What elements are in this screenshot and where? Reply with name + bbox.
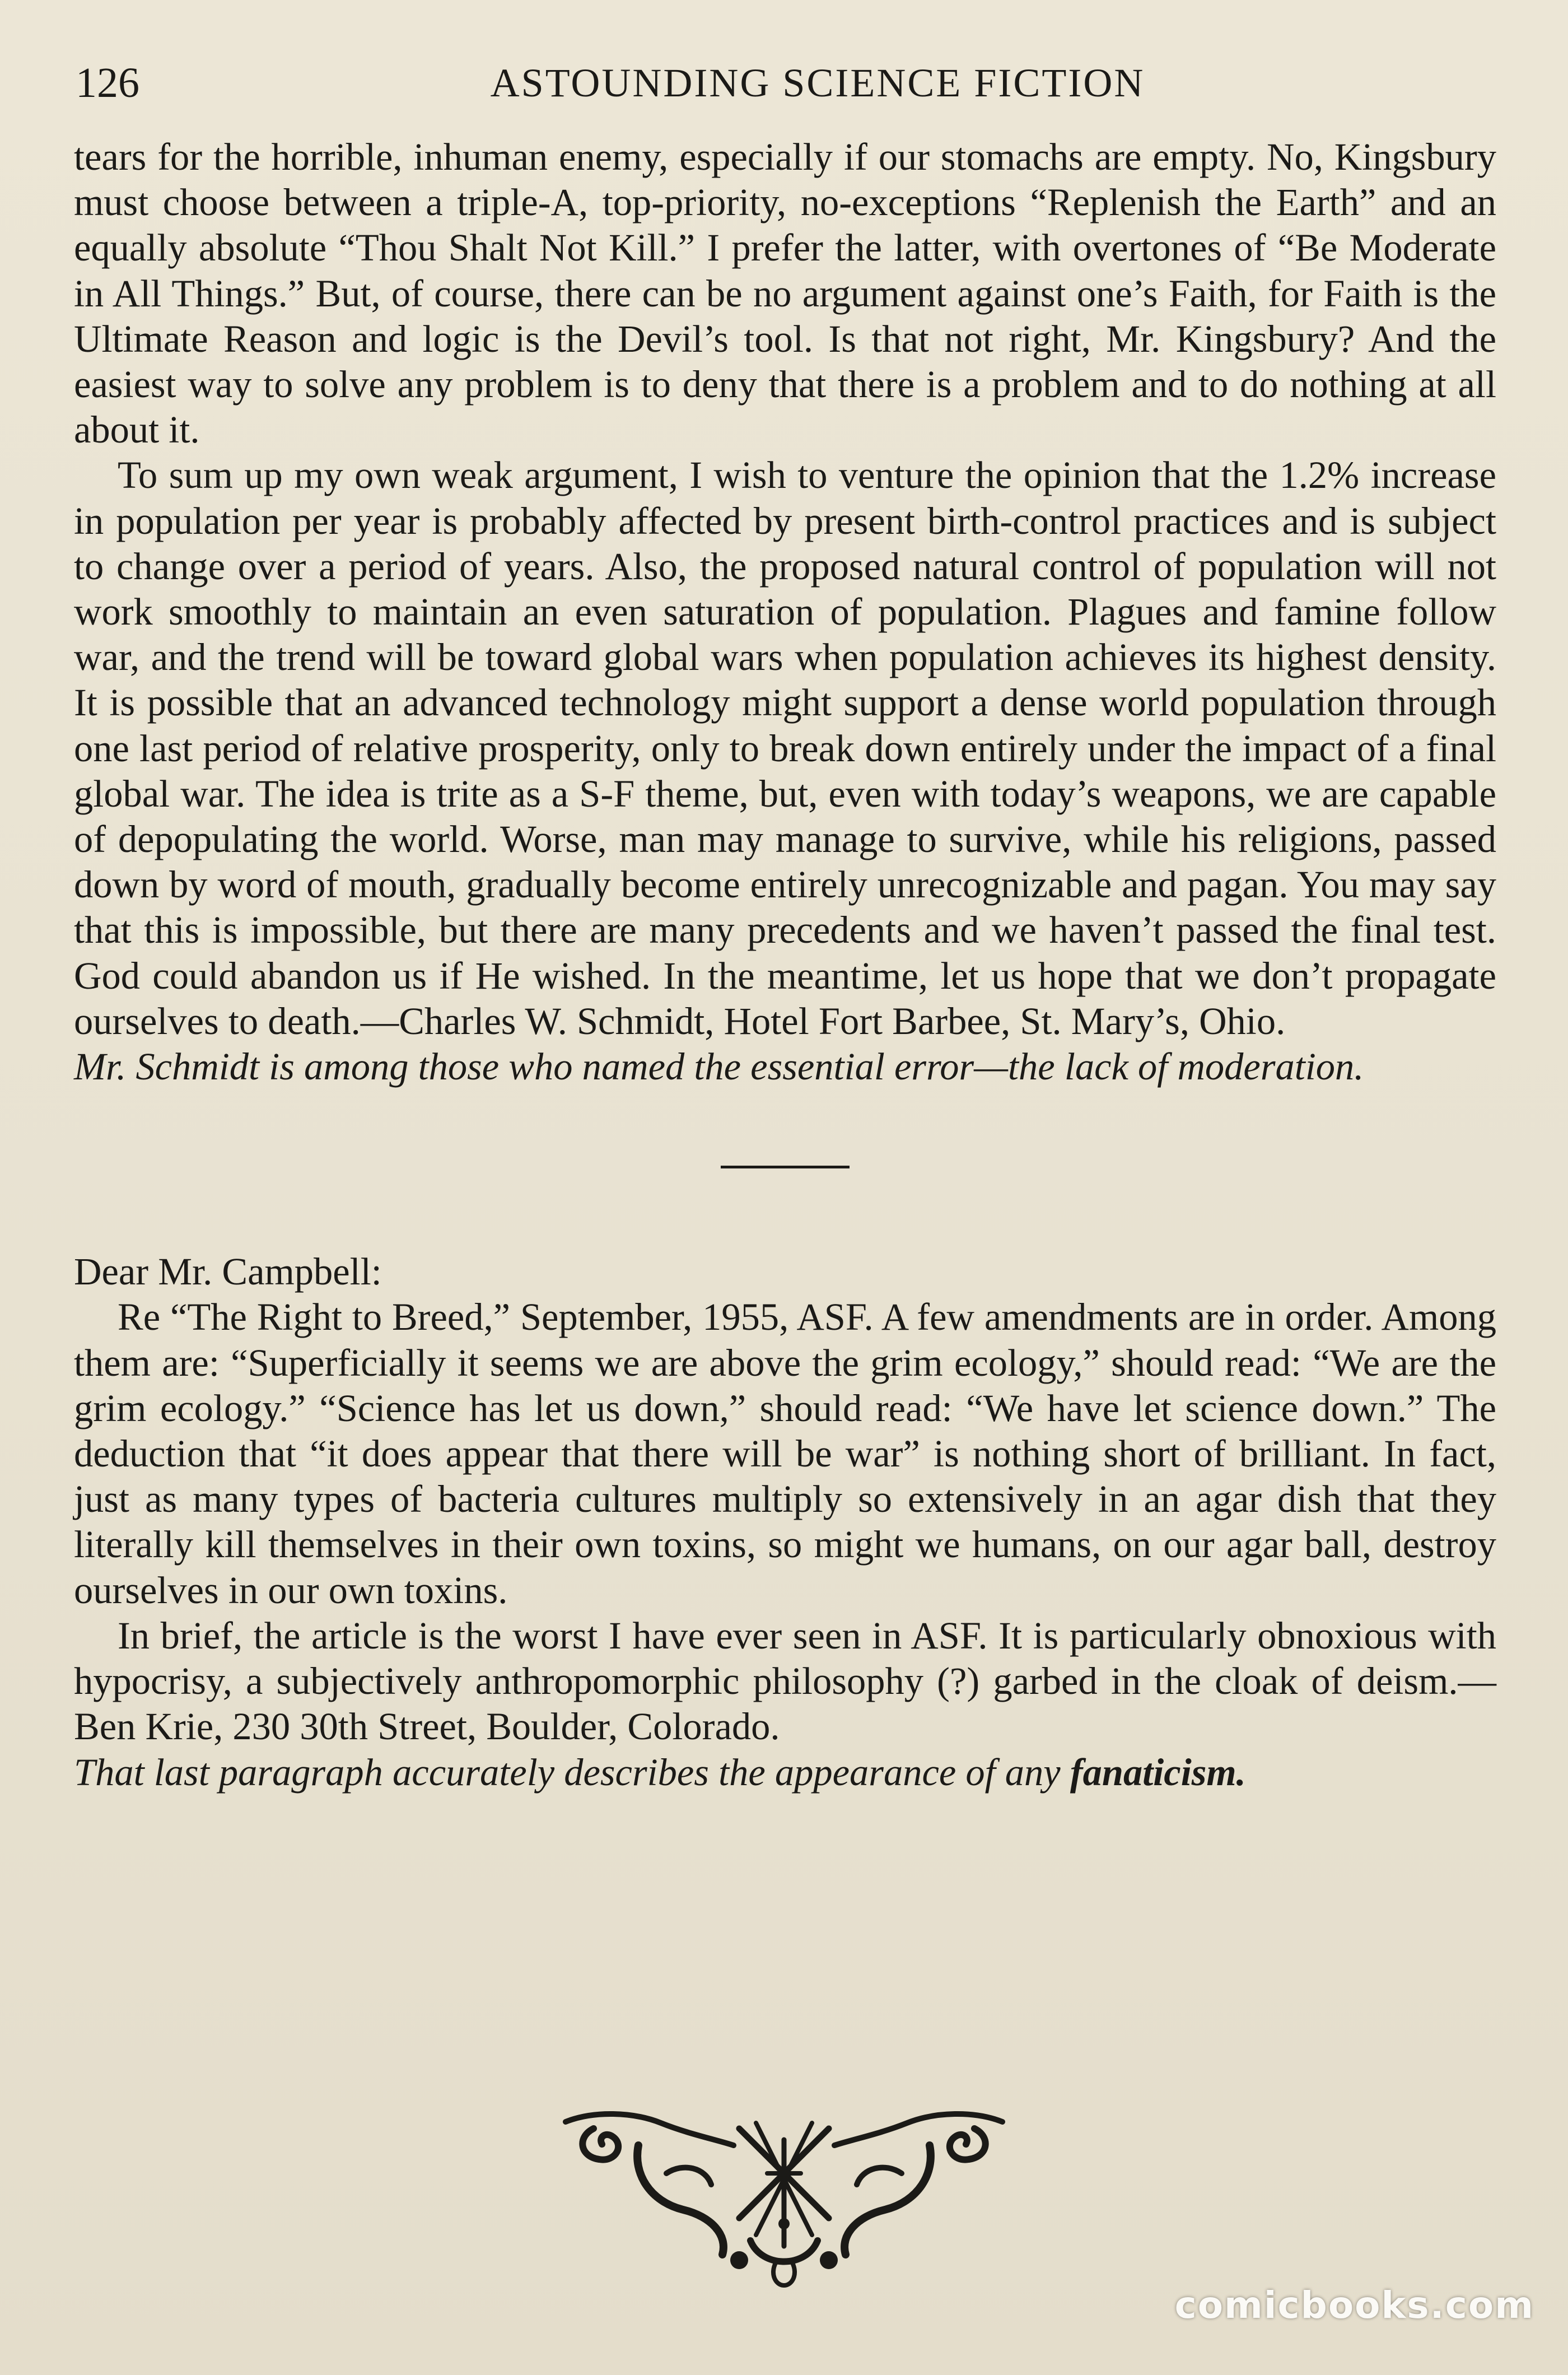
letter2-paragraph1: Re “The Right to Breed,” September, 1955, ASF. A few amendments are in order. Among them are: “Superficially it seems we are above the grim ecology,” should read: “We are the grim ecology.” “Science has let us down,” should read: “We have let science down.” The deduction that “it does appear that there will be war” is nothing short of brilliant. In fact, just as many types of bacteria cultures multiply so extensively in an agar dish that they literally kill themselves in their own toxins, so might we humans, on our agar ball, destroy ourselves in our own toxins. (74, 1296, 1496, 1612)
letter1-paragraph1: tears for the horrible, inhuman enemy, especially if our stomachs are empty. No, Kingsbury must choose between a triple-A, top-priority, no-exceptions “Replenish the Earth” and an equally absolute “Thou Shalt Not Kill.” I prefer the latter, with overtones of “Be Moderate in All Things.” But, of course, there can be no argument against one’s Faith, for Faith is the Ultimate Reason and logic is the Devil’s tool. Is that not right, Mr. Kingsbury? And the easiest way to solve any problem is to deny that there is a problem and to do nothing at all about it. (74, 136, 1496, 451)
editor-note-1: Mr. Schmidt is among those who named the essential error—the lack of moderation. (74, 1045, 1364, 1088)
letter1-paragraph2: To sum up my own weak argument, I wish to venture the opinion that the 1.2% increase in population per year is probably affected by present birth-control practices and is subject to change over a period of years. Also, the proposed natural control of population will not work smoothly to maintain an even saturation of population. Plagues and famine follow war, and the trend will be toward global wars when population achieves its highest density. It is possible that an advanced technology might support a dense world population through one last period of relative prosperity, only to break down entirely under the impact of a final global war. The idea is trite as a S-F theme, but, even with today’s weapons, we are capable of depopulating the world. Worse, man may manage to survive, while his religions, passed down by word of mouth, gradually become entirely unrecognizable and pagan. You may say that this is impossible, but there are many precedents and we haven’t passed the final test. God could abandon us if He wished. In the meantime, let us hope that we don’t propagate ourselves to death.—Charles W. Schmidt, Hotel Fort Barbee, St. Mary’s, Ohio. (74, 454, 1496, 1042)
editor-note-2 (74, 1750, 1496, 1795)
letter2-salutation: Dear Mr. Campbell: (74, 1250, 382, 1293)
watermark: comicbooks.com (1174, 2284, 1534, 2327)
letters-column (74, 134, 1496, 1795)
page-number: 126 (76, 59, 139, 106)
letter2-paragraph2: In brief, the article is the worst I have ever seen in ASF. It is particularly obnoxious with hypocrisy, a subjectively anthropomorphic philosophy (?) garbed in the cloak of deism.—Ben Krie, 230 30th Street, Boulder, Colorado. (74, 1614, 1496, 1748)
editor-note-2-text: That last paragraph accurately describes the appearance of any (74, 1750, 1070, 1794)
editor-note-2-emphasis: fanaticism. (1070, 1750, 1246, 1794)
decorative-ornament-icon (554, 2106, 1014, 2291)
running-title: ASTOUNDING SCIENCE FICTION (490, 60, 1145, 105)
section-divider (721, 1166, 850, 1168)
page-header (76, 55, 1492, 111)
